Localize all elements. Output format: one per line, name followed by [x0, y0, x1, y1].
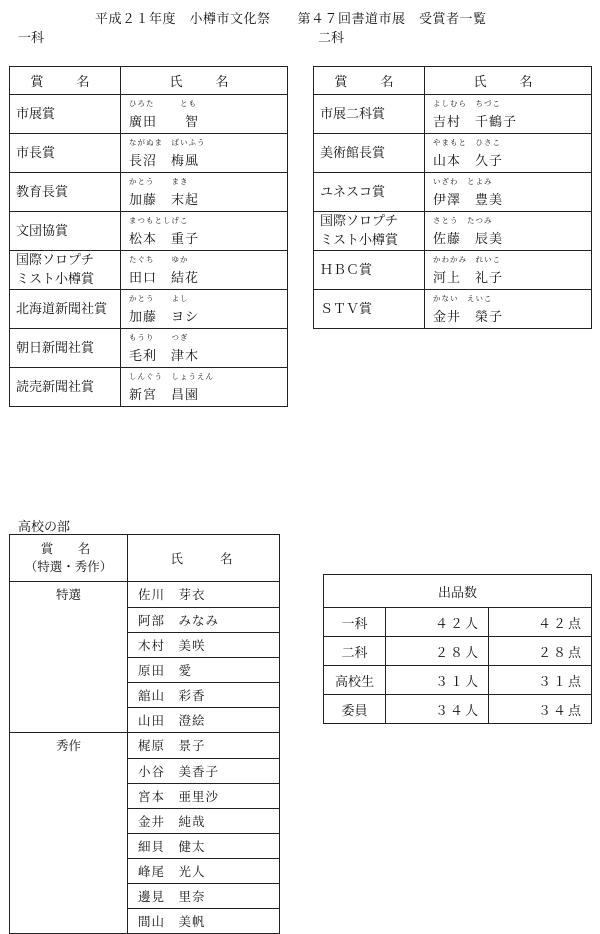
award-name: 市長賞	[16, 145, 56, 161]
award-cell	[314, 212, 425, 251]
award-row	[314, 212, 592, 231]
award-row	[314, 134, 592, 153]
award-row	[10, 368, 288, 387]
recipient-name: 金井 榮子	[425, 308, 592, 329]
header-name: 氏 名	[121, 67, 288, 95]
category-cell	[10, 783, 128, 808]
award-name-line2: ミスト小樽賞	[320, 233, 399, 248]
name-reading: さとう たつみ	[425, 212, 592, 231]
entry-count-table	[323, 574, 592, 724]
header-award: 賞 名	[314, 67, 425, 95]
recipient-name: 伊澤 豊美	[425, 191, 592, 212]
people-count: ３４人	[386, 695, 489, 724]
section-label-ichika: 一科	[18, 31, 45, 46]
award-name: ユネスコ賞	[320, 184, 386, 200]
works-count: ４２点	[489, 608, 592, 637]
name-reading: もうり つぎ	[121, 329, 288, 348]
works-count: ３４点	[489, 695, 592, 724]
category-cell	[10, 657, 128, 682]
recipient-name: 田口 結花	[121, 269, 288, 290]
highschool-row	[10, 682, 280, 707]
student-name: 峰尾 光人	[128, 858, 280, 883]
student-name: 佐川 芽衣	[128, 582, 280, 608]
entry-count-row	[324, 608, 592, 637]
highschool-row	[10, 783, 280, 808]
name-reading: やまもと ひさこ	[425, 134, 592, 153]
recipient-name: 加藤 ヨシ	[121, 308, 288, 329]
entry-category: 委員	[324, 695, 386, 724]
recipient-name: 新宮 昌園	[121, 386, 288, 407]
award-cell	[314, 173, 425, 212]
student-name: 山田 澄絵	[128, 707, 280, 733]
award-name: 国際ソロプチ	[16, 253, 95, 268]
people-count: ２８人	[386, 637, 489, 666]
award-name: 朝日新聞社賞	[16, 340, 95, 356]
section-label-highschool: 高校の部	[18, 520, 71, 535]
award-cell	[10, 290, 121, 329]
header-award	[10, 535, 128, 582]
student-name: 宮本 亜里沙	[128, 783, 280, 808]
works-count: ２８点	[489, 637, 592, 666]
highschool-row	[10, 808, 280, 833]
highschool-row	[10, 758, 280, 783]
award-name: 市展二科賞	[320, 106, 386, 122]
header-name: 氏 名	[128, 535, 280, 582]
recipient-name: 廣田 智	[121, 113, 288, 134]
category-cell	[10, 682, 128, 707]
highschool-row	[10, 858, 280, 883]
award-row	[10, 329, 288, 348]
recipient-name: 河上 礼子	[425, 269, 592, 290]
student-name: 舘山 彩香	[128, 682, 280, 707]
header-award-line2: （特選・秀作）	[24, 559, 113, 574]
highschool-row	[10, 657, 280, 682]
entry-category: 高校生	[324, 666, 386, 695]
award-name: 国際ソロプチ	[320, 214, 399, 229]
award-name: 美術館長賞	[320, 145, 386, 161]
people-count: ４２人	[386, 608, 489, 637]
nika-award-table	[313, 66, 592, 329]
recipient-name: 毛利 津木	[121, 347, 288, 368]
highschool-row	[10, 582, 280, 608]
award-cell	[314, 134, 425, 173]
recipient-name: 加藤 末起	[121, 191, 288, 212]
header-award-line1: 賞 名	[40, 541, 97, 556]
category-cell	[10, 632, 128, 657]
student-name: 間山 美帆	[128, 908, 280, 934]
name-reading: ながぬま ばいふう	[121, 134, 288, 153]
name-reading: かない えいこ	[425, 290, 592, 309]
highschool-row	[10, 883, 280, 908]
entry-category: 一科	[324, 608, 386, 637]
student-name: 小谷 美香子	[128, 758, 280, 783]
award-cell	[10, 95, 121, 134]
name-reading: まつもとしげこ	[121, 212, 288, 231]
award-cell	[314, 95, 425, 134]
entry-count-row	[324, 695, 592, 724]
highschool-row	[10, 607, 280, 632]
highschool-row	[10, 833, 280, 858]
award-row	[10, 173, 288, 192]
award-name: 文団協賞	[16, 223, 69, 239]
award-cell	[314, 290, 425, 329]
highschool-row	[10, 733, 280, 759]
award-name-line2: ミスト小樽賞	[16, 272, 95, 287]
award-cell	[314, 251, 425, 290]
highschool-award-table	[9, 534, 280, 934]
highschool-row	[10, 908, 280, 934]
award-row	[314, 251, 592, 270]
category-cell: 特選	[10, 582, 128, 608]
recipient-name: 佐藤 辰美	[425, 230, 592, 251]
category-cell	[10, 707, 128, 733]
student-name: 梶原 景子	[128, 733, 280, 759]
award-name: ＨＢＣ賞	[320, 262, 373, 278]
name-reading: しんぐう しょうえん	[121, 368, 288, 387]
category-cell: 秀作	[10, 733, 128, 759]
category-cell	[10, 908, 128, 934]
award-cell	[10, 251, 121, 290]
student-name: 原田 愛	[128, 657, 280, 682]
category-cell	[10, 758, 128, 783]
entry-count-header: 出品数	[324, 575, 592, 608]
award-row	[10, 134, 288, 153]
name-reading: かとう まき	[121, 173, 288, 192]
recipient-name: 長沼 梅風	[121, 152, 288, 173]
name-reading: かわかみ れいこ	[425, 251, 592, 270]
award-row	[10, 212, 288, 231]
student-name: 邊見 里奈	[128, 883, 280, 908]
recipient-name: 山本 久子	[425, 152, 592, 173]
award-row	[314, 290, 592, 309]
header-award: 賞 名	[10, 67, 121, 95]
award-row	[10, 251, 288, 270]
entry-category: 二科	[324, 637, 386, 666]
entry-count-row	[324, 637, 592, 666]
award-cell	[10, 212, 121, 251]
entry-count-row	[324, 666, 592, 695]
award-name: 市展賞	[16, 106, 56, 122]
page-title: 平成２１年度 小樽市文化祭 第４７回書道市展 受賞者一覧	[95, 12, 487, 27]
name-reading: かとう よし	[121, 290, 288, 309]
award-name: 読売新聞社賞	[16, 379, 95, 395]
award-row	[10, 95, 288, 114]
ichika-award-table	[9, 66, 288, 407]
award-cell	[10, 368, 121, 407]
award-name: 北海道新聞社賞	[16, 301, 108, 317]
name-reading: よしむら ちづこ	[425, 95, 592, 114]
award-name: 教育長賞	[16, 184, 69, 200]
award-cell	[10, 134, 121, 173]
header-name: 氏 名	[425, 67, 592, 95]
student-name: 阿部 みなみ	[128, 607, 280, 632]
award-cell	[10, 329, 121, 368]
award-row	[314, 173, 592, 192]
people-count: ３１人	[386, 666, 489, 695]
category-cell	[10, 833, 128, 858]
category-cell	[10, 883, 128, 908]
category-cell	[10, 607, 128, 632]
student-name: 細貝 健太	[128, 833, 280, 858]
award-row	[314, 95, 592, 114]
section-label-nika: 二科	[318, 31, 345, 46]
category-cell	[10, 808, 128, 833]
name-reading: たぐち ゆか	[121, 251, 288, 270]
recipient-name: 吉村 千鶴子	[425, 113, 592, 134]
student-name: 木村 美咲	[128, 632, 280, 657]
highschool-row	[10, 632, 280, 657]
student-name: 金井 純哉	[128, 808, 280, 833]
recipient-name: 松本 重子	[121, 230, 288, 251]
category-cell	[10, 858, 128, 883]
award-name: ＳＴＶ賞	[320, 301, 373, 317]
name-reading: いざわ とよみ	[425, 173, 592, 192]
award-cell	[10, 173, 121, 212]
name-reading: ひろた とも	[121, 95, 288, 114]
highschool-row	[10, 707, 280, 733]
award-row	[10, 290, 288, 309]
works-count: ３１点	[489, 666, 592, 695]
